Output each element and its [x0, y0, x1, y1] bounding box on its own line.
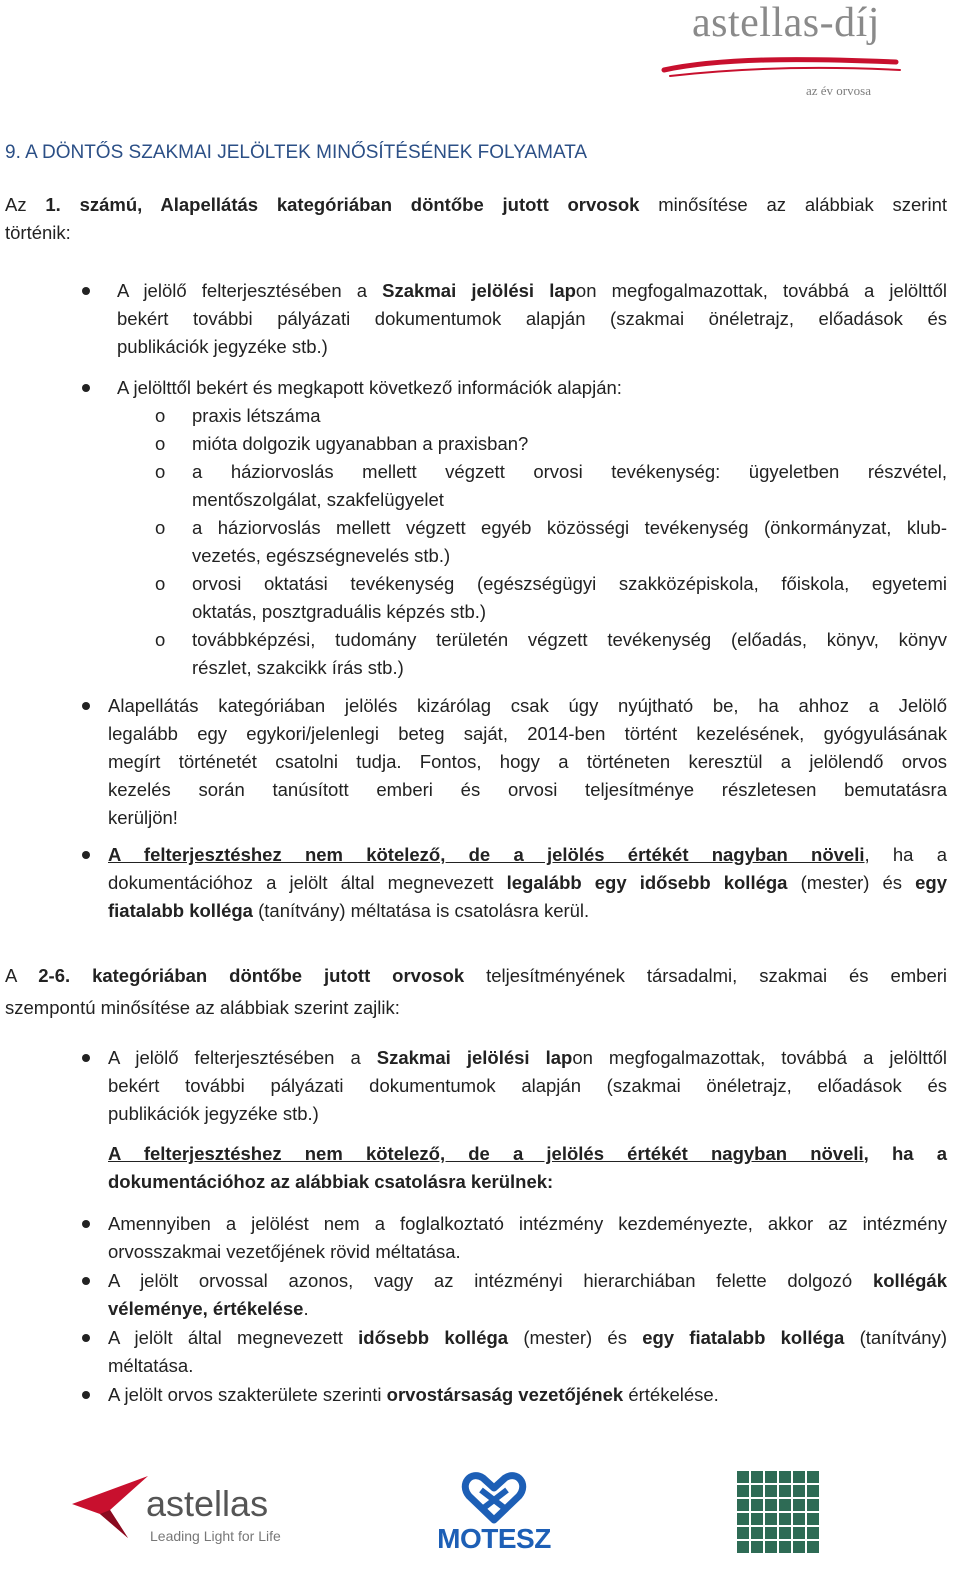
underlined-bold-text: A felterjesztéshez nem kötelező, de a jelölés értékét nagyban növeli: [108, 844, 865, 865]
motesz-word: MOTESZ: [437, 1523, 551, 1554]
text: (tanítvány) méltatása is csatolásra kerül.: [258, 900, 590, 921]
line: a háziorvoslás mellett végzett egyéb közösségi tevékenység (önkormányzat, klub-: [192, 517, 947, 538]
grid-cell: [751, 1485, 763, 1497]
bold-text: idősebb kolléga: [358, 1327, 509, 1348]
text: dokumentációhoz a jelölt által megnevezett: [108, 872, 494, 893]
grid-cell: [807, 1471, 819, 1483]
grid-cell: [779, 1513, 791, 1525]
grid-cell: [737, 1513, 749, 1525]
list2-item3: [108, 1267, 947, 1323]
grid-cell: [793, 1471, 805, 1483]
text: on megfogalmazottak, továbbá a jelölttől: [572, 1047, 947, 1068]
line: [108, 1140, 947, 1168]
text: , ha a: [864, 844, 947, 865]
logo-swoosh-icon: [660, 40, 910, 82]
text: A jelölt orvossal azonos, vagy az intézményi hierarchiában felette dolgozó: [108, 1270, 853, 1291]
text: A jelölt orvos szakterülete szerinti: [108, 1384, 382, 1405]
line: Alapellátás kategóriában jelölés kizárólag csak úgy nyújtható be, ha ahhoz a Jelölő: [108, 695, 947, 716]
grid-cell: [765, 1471, 777, 1483]
line: orvosszakmai vezetőjének rövid méltatása.: [108, 1241, 461, 1262]
bold-text: 2-6. kategóriában döntőbe jutott orvosok: [38, 965, 465, 986]
line: bekért további pályázati dokumentumok alapján (szakmai önéletrajz, előadások és: [108, 1075, 947, 1096]
grid-cell: [751, 1541, 763, 1553]
grid-cell: [779, 1471, 791, 1483]
sub-bullet-icon: o: [155, 517, 166, 538]
bold-text: kollégák: [872, 1270, 948, 1291]
text: A: [5, 965, 17, 986]
bullet-icon: [82, 384, 90, 392]
bold-text: Szakmai jelölési lap: [382, 280, 576, 301]
line: [117, 277, 947, 305]
grid-cell: [737, 1485, 749, 1497]
line: Amennyiben a jelölést nem a foglalkoztató intézmény kezdeményezte, akkor az intézmény: [108, 1213, 947, 1234]
bullet-icon: [82, 851, 90, 859]
line: oktatás, posztgraduális képzés stb.): [192, 601, 487, 622]
grid-cell: [737, 1471, 749, 1483]
sub-item-kozossegi: [192, 514, 947, 570]
astellas-dij-logo: [660, 0, 920, 108]
list2-note: [108, 1140, 947, 1196]
line: [108, 1324, 947, 1352]
grid-cell: [793, 1499, 805, 1511]
list2-item2: [108, 1210, 947, 1266]
line: méltatása.: [108, 1355, 194, 1376]
bold-text: 1. számú, Alapellátás kategóriában döntőbe jutott orvosok: [45, 194, 640, 215]
line: [108, 1267, 947, 1295]
sub-item-praxis: praxis létszáma: [192, 405, 321, 426]
line: a háziorvoslás mellett végzett orvosi tevékenység: ügyeletben részvétel,: [192, 461, 947, 482]
grid-cell: [765, 1485, 777, 1497]
grid-cell: [737, 1499, 749, 1511]
bold-text: véleménye, értékelése: [108, 1298, 304, 1319]
line: [108, 1168, 947, 1196]
intro1-line2: történik:: [5, 222, 71, 243]
intro1-line1: [5, 191, 947, 219]
list2-item5: [108, 1381, 947, 1409]
grid-cell: [793, 1541, 805, 1553]
line: bekért további pályázati dokumentumok alapján (szakmai önéletrajz, előadások és: [117, 308, 947, 329]
line: mentőszolgálat, szakfelügyelet: [192, 489, 444, 510]
grid-cell: [751, 1471, 763, 1483]
line: [108, 1044, 947, 1072]
grid-cell: [793, 1527, 805, 1539]
grid-cell: [765, 1513, 777, 1525]
line: [108, 869, 947, 897]
bold-text: egy: [915, 872, 948, 893]
list2-item1: [108, 1044, 947, 1128]
text: (tanítvány): [859, 1327, 947, 1348]
sub-bullet-icon: o: [155, 433, 166, 454]
sub-item-oktatasi: [192, 570, 947, 626]
motesz-logo: [433, 1470, 555, 1562]
text: (mester) és: [800, 872, 903, 893]
intro2-line2: szempontú minősítése az alábbiak szerint zajlik:: [5, 997, 400, 1018]
grid-cell: [751, 1527, 763, 1539]
bullet-icon: [82, 1391, 90, 1399]
astellas-tagline: Leading Light for Life: [150, 1528, 281, 1544]
sub-item-orvosi-tevekenyseg: [192, 458, 947, 514]
bold-text: , ha a: [863, 1143, 947, 1164]
sub-bullet-icon: o: [155, 629, 166, 650]
bold-text: egy fiatalabb kolléga: [642, 1327, 845, 1348]
grid-cell: [779, 1485, 791, 1497]
grid-cell: [765, 1541, 777, 1553]
grid-cell: [807, 1485, 819, 1497]
grid-cell: [807, 1499, 819, 1511]
bold-text: Szakmai jelölési lap: [376, 1047, 573, 1068]
astellas-logo: [70, 1470, 310, 1560]
grid-cell: [779, 1499, 791, 1511]
line: kezelés során tanúsított emberi és orvosi teljesítménye részletesen bemutatásra: [108, 779, 947, 800]
text: A jelölő felterjesztésében a: [108, 1047, 361, 1068]
section-heading: 9. A DÖNTŐS SZAKMAI JELÖLTEK MINŐSÍTÉSÉNEK FOLYAMATA: [5, 142, 588, 163]
line: részlet, szakcikk írás stb.): [192, 657, 404, 678]
bold-text: fiatalabb kolléga: [108, 900, 253, 921]
list1-item1: [117, 277, 947, 361]
text: értékelése.: [628, 1384, 719, 1405]
intro2-line1: [5, 962, 947, 990]
logo-tagline: az év orvosa: [806, 83, 871, 98]
line: [108, 841, 947, 869]
sub-bullet-icon: o: [155, 573, 166, 594]
bold-text: legalább egy idősebb kolléga: [506, 872, 788, 893]
text: A jelölő felterjesztésében a: [117, 280, 368, 301]
sub-bullet-icon: o: [155, 461, 166, 482]
text: minősítése az alábbiak szerint: [658, 194, 947, 215]
bullet-icon: [82, 1277, 90, 1285]
grid-cell: [751, 1513, 763, 1525]
line: kerüljön!: [108, 807, 178, 828]
line: [108, 897, 947, 925]
bullet-icon: [82, 1334, 90, 1342]
sub-bullet-icon: o: [155, 405, 166, 426]
line: orvosi oktatási tevékenység (egészségügyi szakközépiskola, főiskola, egyetemi: [192, 573, 947, 594]
text: .: [303, 1298, 309, 1319]
line: publikációk jegyzéke stb.): [117, 336, 328, 357]
line: publikációk jegyzéke stb.): [108, 1103, 319, 1124]
line: vezetés, egészségnevelés stb.): [192, 545, 451, 566]
text: on megfogalmazottak, továbbá a jelölttől: [575, 280, 948, 301]
astellas-star-icon: [70, 1470, 150, 1540]
text: A jelölt által megnevezett: [108, 1327, 343, 1348]
grid-logo: [736, 1470, 820, 1554]
grid-cell: [737, 1541, 749, 1553]
grid-logo-icon: [736, 1470, 820, 1554]
line: továbbképzési, tudomány területén végzett tevékenység (előadás, könyv, könyv: [192, 629, 947, 650]
underlined-bold-text: A felterjesztéshez nem kötelező, de a jelölés értékét nagyban növeli: [108, 1143, 864, 1164]
text: teljesítményének társadalmi, szakmai és emberi: [486, 965, 948, 986]
grid-cell: [765, 1499, 777, 1511]
list1-item2: A jelölttől bekért és megkapott következő információk alapján:: [117, 377, 622, 398]
bold-text: dokumentációhoz az alábbiak csatolásra kerülnek:: [108, 1171, 554, 1192]
logo-word: astellas-díj: [692, 0, 880, 46]
sub-item-tovabbkepzesi: [192, 626, 947, 682]
bullet-icon: [82, 1220, 90, 1228]
list1-item3: [108, 692, 947, 832]
grid-cell: [779, 1527, 791, 1539]
text: Az: [5, 194, 27, 215]
grid-cell: [765, 1527, 777, 1539]
grid-cell: [807, 1527, 819, 1539]
motesz-heart-icon: [461, 1470, 527, 1524]
line: [108, 1295, 947, 1323]
grid-cell: [751, 1499, 763, 1511]
grid-cell: [793, 1485, 805, 1497]
bullet-icon: [82, 1054, 90, 1062]
bullet-icon: [82, 287, 90, 295]
grid-cell: [807, 1541, 819, 1553]
list2-item4: [108, 1324, 947, 1380]
grid-cell: [793, 1513, 805, 1525]
list1-item4: [108, 841, 947, 925]
astellas-word: astellas: [146, 1483, 269, 1524]
grid-cell: [779, 1541, 791, 1553]
bold-text: orvostársaság vezetőjének: [386, 1384, 624, 1405]
text: (mester) és: [523, 1327, 627, 1348]
grid-cell: [737, 1527, 749, 1539]
grid-cell: [807, 1513, 819, 1525]
bullet-icon: [82, 702, 90, 710]
line: legalább egy egykori/jelenlegi beteg saját, 2014-ben történt kezelésének, gyógyulásának: [108, 723, 947, 744]
sub-item-mióta: mióta dolgozik ugyanabban a praxisban?: [192, 433, 529, 454]
line: megírt történetét csatolni tudja. Fontos, hogy a történeten keresztül a jelölendő orvos: [108, 751, 947, 772]
